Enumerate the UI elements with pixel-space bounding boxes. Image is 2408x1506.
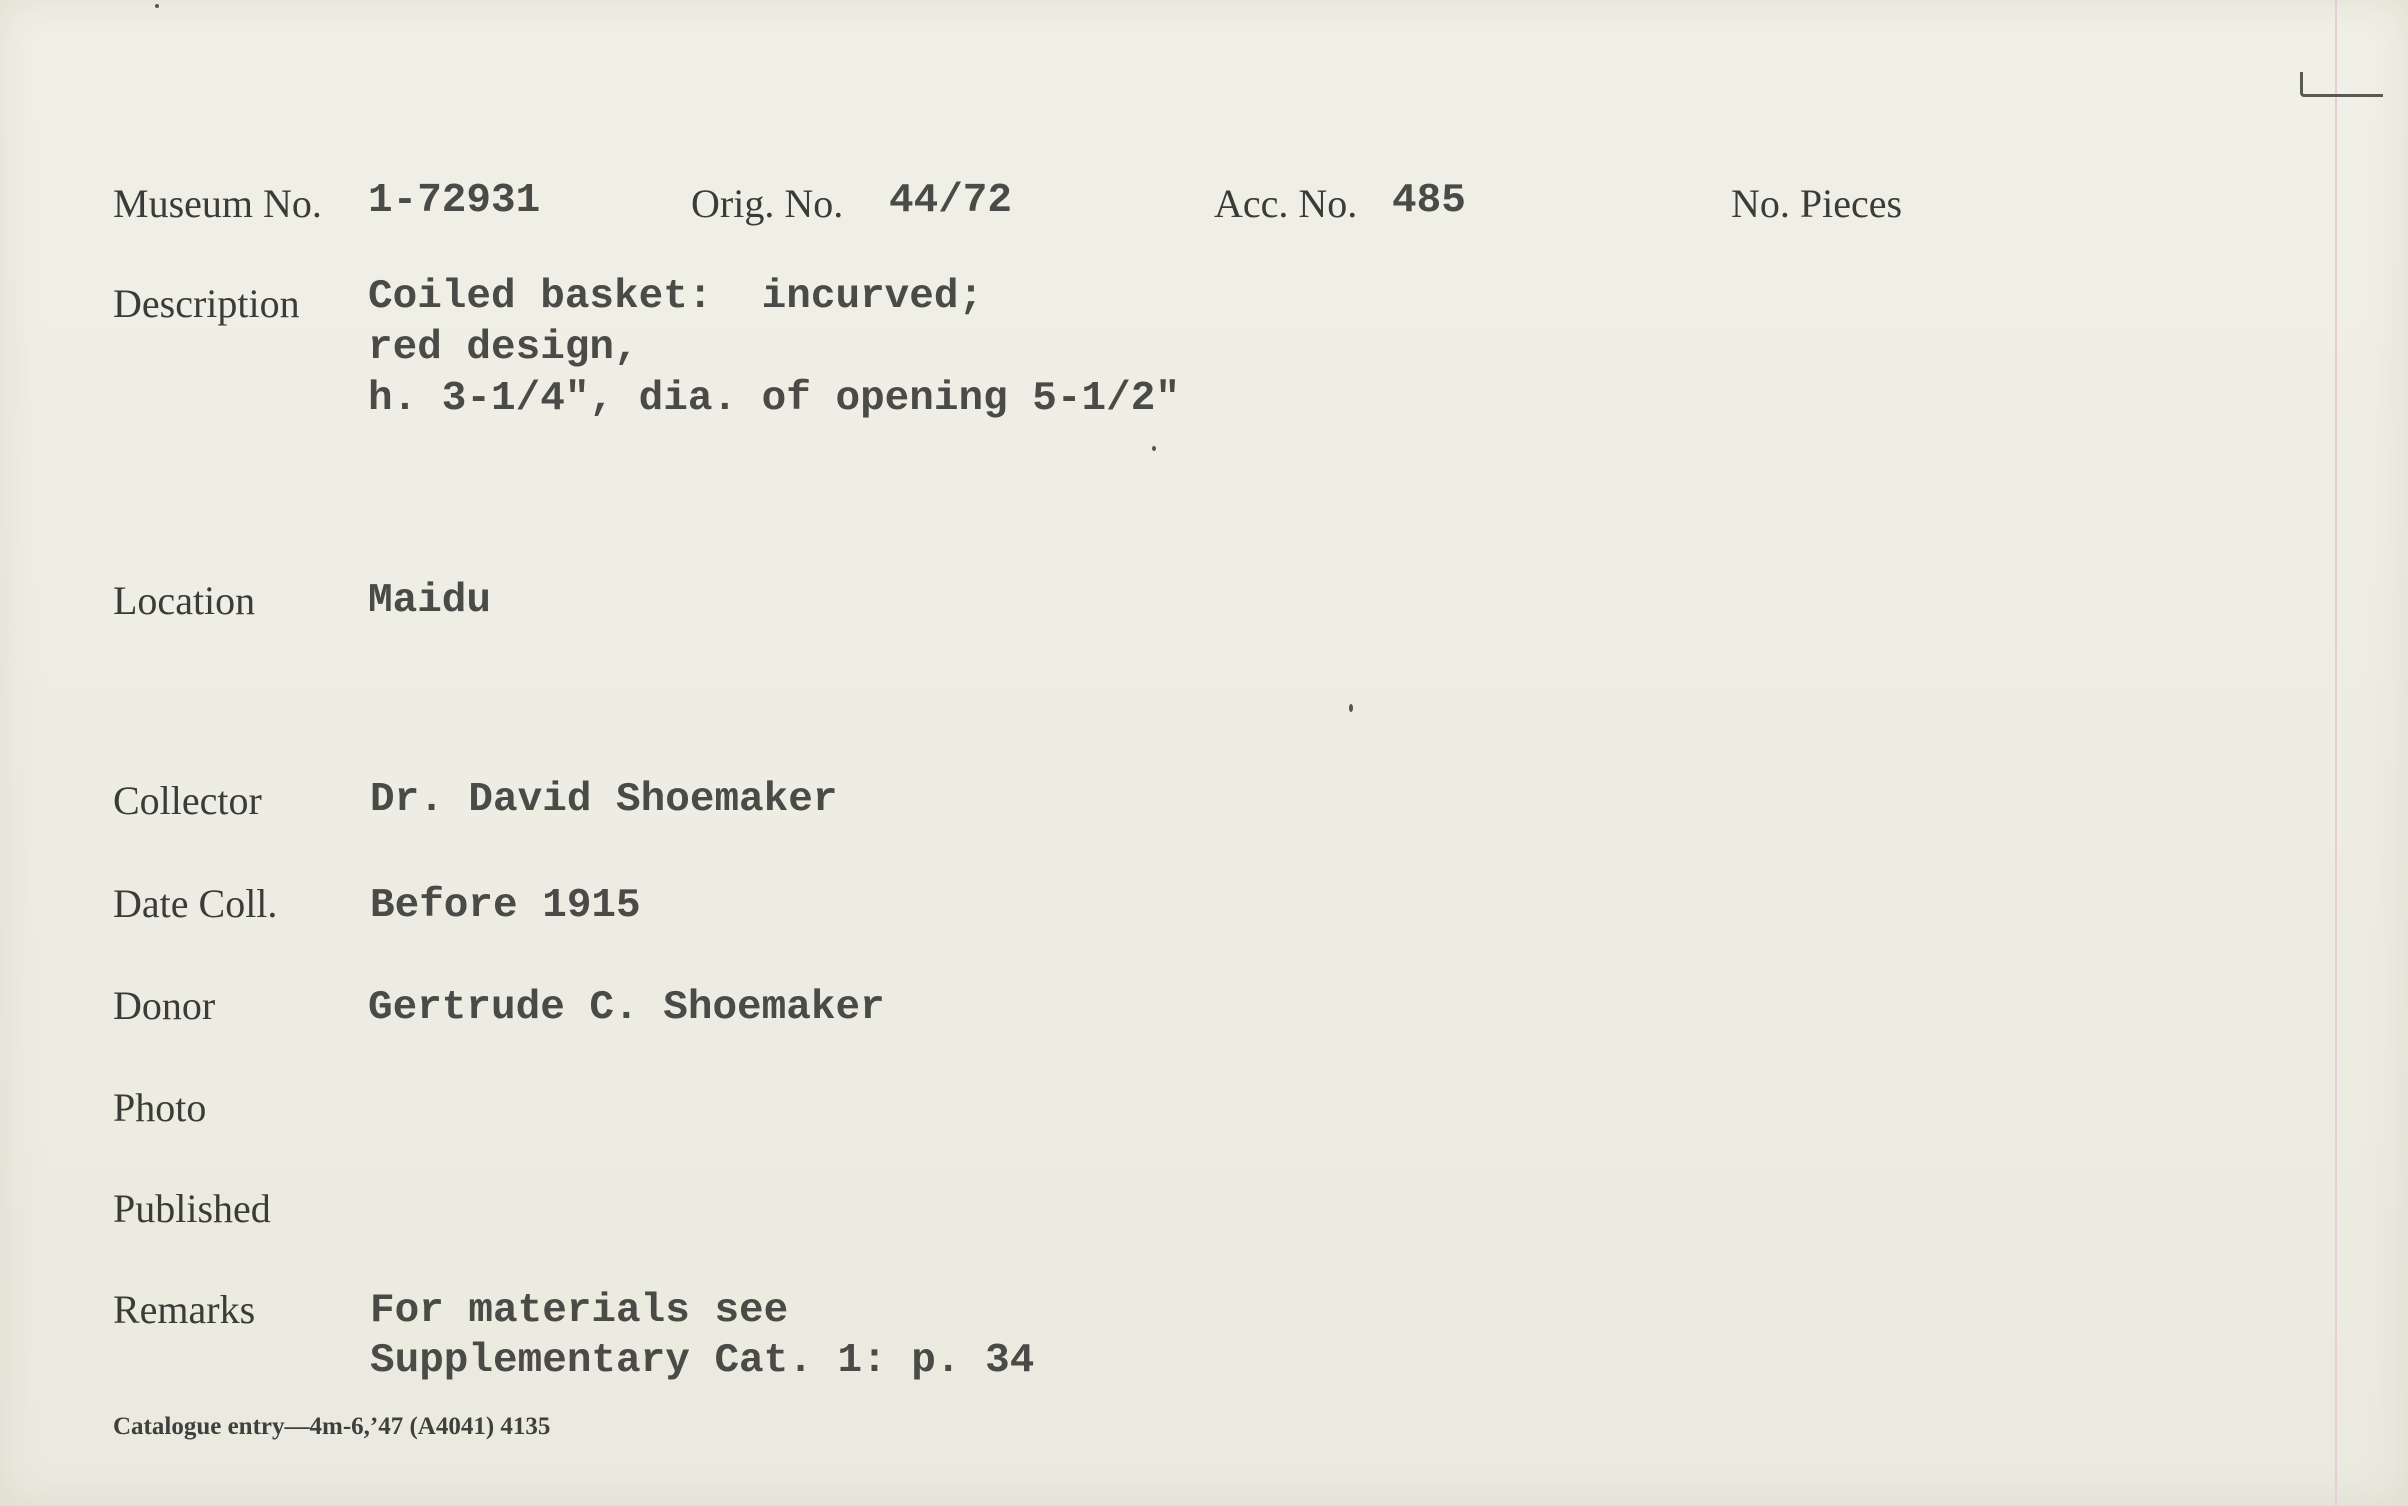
corner-pen-mark bbox=[2300, 72, 2383, 97]
description-label: Description bbox=[113, 281, 300, 326]
ink-speck bbox=[1349, 704, 1353, 712]
description-line-2: red design, bbox=[368, 325, 639, 371]
location-value: Maidu bbox=[368, 578, 492, 624]
donor-label: Donor bbox=[113, 983, 216, 1028]
orig-no-value: 44/72 bbox=[889, 178, 1013, 224]
description-line-3: h. 3-1/4", dia. of opening 5-1/2" bbox=[368, 376, 1180, 422]
ink-speck bbox=[155, 4, 159, 8]
acc-no-label: Acc. No. bbox=[1214, 181, 1358, 226]
remarks-label: Remarks bbox=[113, 1287, 256, 1332]
description-line-1: Coiled basket: incurved; bbox=[368, 274, 984, 320]
date-coll-label: Date Coll. bbox=[113, 881, 278, 926]
remarks-line-1: For materials see bbox=[370, 1288, 789, 1334]
collector-label: Collector bbox=[113, 778, 262, 823]
catalogue-footer: Catalogue entry—4m-6,’47 (A4041) 4135 bbox=[113, 1413, 551, 1440]
published-label: Published bbox=[113, 1186, 271, 1231]
acc-no-value: 485 bbox=[1392, 178, 1466, 224]
collector-value: Dr. David Shoemaker bbox=[370, 777, 838, 823]
orig-no-label: Orig. No. bbox=[691, 181, 844, 226]
museum-no-value: 1-72931 bbox=[368, 178, 541, 224]
photo-label: Photo bbox=[113, 1085, 207, 1130]
date-coll-value: Before 1915 bbox=[370, 883, 641, 929]
margin-rule bbox=[2335, 0, 2337, 1506]
no-pieces-label: No. Pieces bbox=[1731, 181, 1903, 226]
remarks-line-2: Supplementary Cat. 1: p. 34 bbox=[370, 1338, 1035, 1384]
donor-value: Gertrude C. Shoemaker bbox=[368, 985, 885, 1031]
location-label: Location bbox=[113, 578, 256, 623]
museum-no-label: Museum No. bbox=[113, 181, 322, 226]
ink-speck bbox=[1152, 446, 1156, 451]
